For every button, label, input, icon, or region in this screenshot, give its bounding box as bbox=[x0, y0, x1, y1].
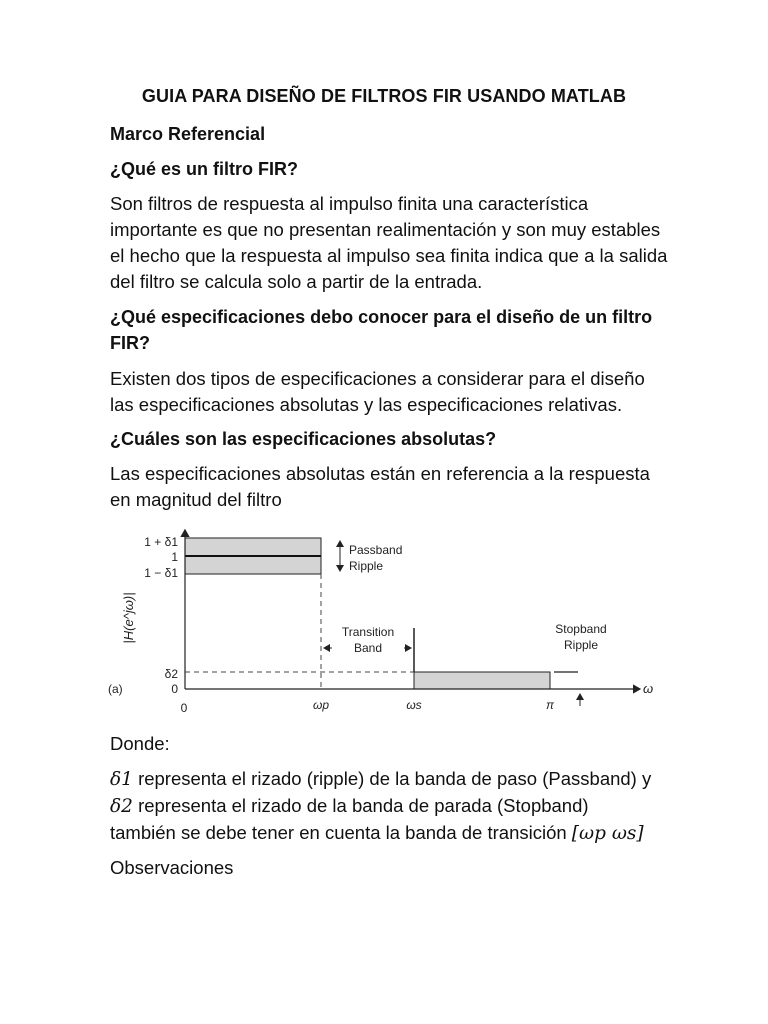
passband-label-1: Passband bbox=[349, 543, 403, 557]
stopband-label-2: Ripple bbox=[563, 638, 599, 652]
stopband-label-1: Stopband bbox=[555, 622, 607, 636]
x-tick-pi: π bbox=[545, 698, 555, 712]
transition-label-2: Band bbox=[353, 641, 383, 655]
stopband-ripple-region bbox=[414, 672, 550, 689]
delta1-symbol: δ1 bbox=[110, 769, 133, 790]
paragraph-respuesta-magnitud: Las especificaciones absolutas están en referencia a la respuesta en magnitud del filtro bbox=[110, 463, 650, 510]
delta2-symbol: δ2 bbox=[110, 796, 133, 817]
x-tick-0: 0 bbox=[180, 701, 188, 715]
y-tick-0: 0 bbox=[171, 682, 178, 696]
filter-specification-figure bbox=[100, 520, 660, 720]
paragraph-observaciones: Observaciones bbox=[110, 857, 234, 878]
heading-especificaciones: ¿Qué especificaciones debo conocer para el diseño de un filtro FIR? bbox=[110, 307, 653, 353]
delta1-description: representa el rizado (ripple) de la banda de paso (Passband) y bbox=[138, 768, 652, 789]
x-tick-wp: ωp bbox=[312, 698, 330, 712]
x-axis-label: ω bbox=[643, 681, 654, 696]
panel-label: (a) bbox=[108, 682, 123, 696]
document-title: GUIA PARA DISEÑO DE FILTROS FIR USANDO MATLAB bbox=[141, 86, 627, 106]
transition-label-1: Transition bbox=[341, 625, 395, 639]
x-tick-ws: ωs bbox=[406, 698, 422, 712]
heading-marco-referencial: Marco Referencial bbox=[110, 124, 266, 144]
delta2-description: representa el rizado de la banda de parada (Stopband) bbox=[138, 795, 589, 816]
transition-band-math: [ωp ωs] bbox=[571, 823, 644, 844]
paragraph-definicion-fir: Son filtros de respuesta al impulso finita una característica importante es que no presentan realimentación y son muy estables el hecho que la respuesta al impulso sea finita indica que a la salida del filtro se calcula solo a partir de la entrada. bbox=[110, 193, 668, 292]
paragraph-donde: Donde: bbox=[110, 733, 170, 754]
passband-label-2: Ripple bbox=[349, 559, 384, 573]
y-axis-label: |H(e^jω)| bbox=[121, 592, 136, 644]
transition-description: también se debe tener en cuenta la banda de transición bbox=[110, 822, 567, 843]
y-tick-1-minus-delta1: 1 − δ1 bbox=[144, 566, 178, 580]
heading-especificaciones-absolutas: ¿Cuáles son las especificaciones absolutas? bbox=[110, 429, 497, 449]
heading-que-es-fir: ¿Qué es un filtro FIR? bbox=[110, 159, 298, 179]
y-tick-delta2: δ2 bbox=[164, 667, 178, 681]
paragraph-definiciones-delta bbox=[110, 766, 690, 847]
paragraph-tipos-especificaciones: Existen dos tipos de especificaciones a considerar para el diseño las especificaciones absolutas y las especificaciones relativas. bbox=[110, 368, 645, 415]
y-tick-1-plus-delta1: 1 + δ1 bbox=[144, 535, 178, 549]
y-tick-1: 1 bbox=[171, 550, 178, 564]
